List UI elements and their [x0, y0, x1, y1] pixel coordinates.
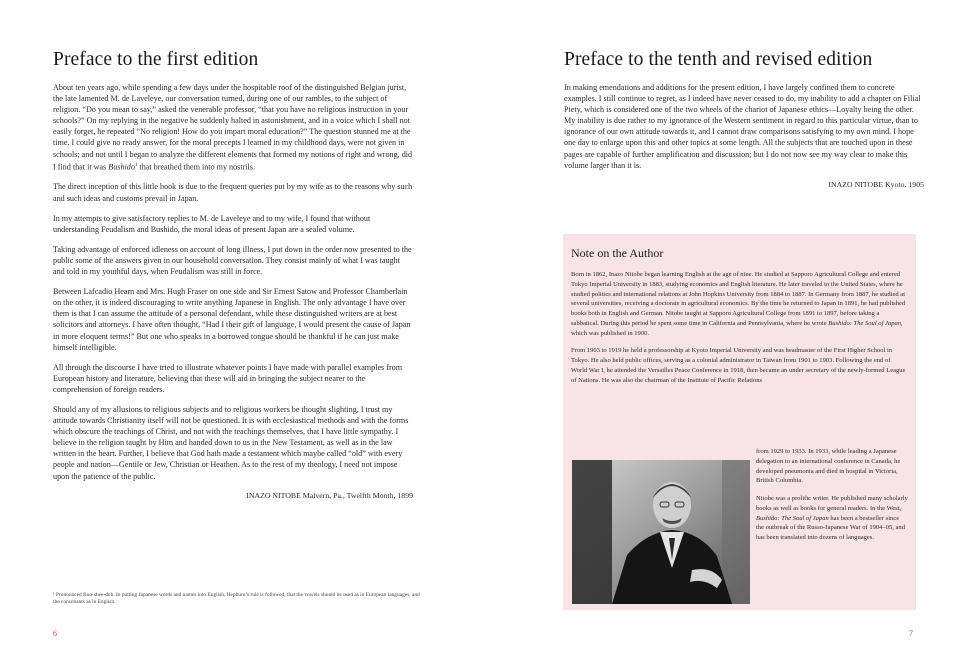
note-wrap-text	[756, 447, 908, 551]
paragraph: In making emendations and additions for the present edition, I have largely confined them to concrete examples. I still continue to regret, as I indeed have never ceased to do, my inability to add a chapter on Filial Piety, which is considered one of the two wheels of the chariot of Japanese ethics—Loyalty being the other. My inability is due rather to my ignorance of the Western sentiment in regard to this particular virtue, than to ignorance of our own attitude towards it, and I cannot draw comparisons satisfying to my own mind. I hope one day to enlarge upon this and other topics at some length. All the subjects that are touched upon in these pages are capable of further amplification and discussion; but I do not now see my way clear to make this volume larger than it is.	[564, 83, 921, 170]
signature: INAZO NITOBE Kyoto, 1905	[828, 179, 924, 189]
right-page	[485, 0, 970, 657]
preface-body	[53, 82, 413, 500]
author-photo	[572, 460, 750, 604]
footnote: ¹ Pronounced Boo-shee-doh. In putting Japanese words and names into English, Hepburn’s rule is followed, that the vowels should be used as in European languages, and the consonants as in English.	[53, 592, 420, 606]
signature: INAZO NITOBE Malvern, Pa., Twelfth Month, 1899	[246, 490, 413, 500]
page-number: 6	[53, 629, 57, 638]
author-note-box	[563, 234, 916, 610]
paragraph: Nitobe was a prolific writer. He published many scholarly books as well as books for general readers. In the West, Bushido: The Soul of Japan has been a bestseller since the outbreak of the Russo-Japanese War of 1904–05, and has been translated into dozens of languages.	[756, 495, 908, 541]
paragraph: Born in 1862, Inazo Nitobe began learning English at the age of nine. He studied at Sapporo Agricultural College and entered Tokyo Imperial University in 1883, studying economics and English literature. He later traveled to the United States, where he studied politics and international relations at John Hopkins University from 1884 to 1887. In Germany from 1887, he studied at several universities, receiving a doctorate in agricultural economics. By the time he returned to Japan in 1891, he had published books both in English and German. Nitobe taught at Sapporo Agricultural College from 1891 to 1897, before taking a sabbatical. During this period he spent some time in California and Pennsylvania, where he wrote Bushido: The Soul of Japan, which was published in 1900.	[571, 271, 906, 337]
paragraph: All through the discourse I have tried to illustrate whatever points I have made with parallel examples from European history and literature, believing that these will aid in bringing the subject nearer to the comprehension of foreign readers.	[53, 362, 403, 394]
paragraph: from 1929 to 1933. In 1933, while leading a Japanese delegation to an international conference in Canada, he developed pneumonia and died in hospital in Victoria, British Columbia.	[756, 448, 901, 485]
footnote-mark: 1	[134, 162, 138, 168]
paragraph: Between Lafcadio Hearn and Mrs. Hugh Fraser on one side and Sir Ernest Satow and Professor Chamberlain on the other, it is indeed discouraging to write anything Japanese in English. The only advantage I have over them is that I can assume the attitude of a personal defendant, while these distinguished writers are at best solicitors and attorneys. I have often thought, “Had I their gift of language, I would present the cause of Japan in more eloquent terms!” But one who speaks in a borrowed tongue should be thankful if he can just make himself intelligible.	[53, 287, 411, 352]
paragraph: In my attempts to give satisfactory replies to M. de Laveleye and to my wife, I found that without understanding Feudalism and Bushido, the moral ideas of present Japan are a sealed volume.	[53, 213, 371, 234]
page-number: 7	[909, 629, 913, 638]
paragraph: Should any of my allusions to religious subjects and to religious workers be thought slighting, I trust my attitude towards Christianity itself will not be questioned. It is with ecclesiastical methods and with the forms which obscure the teachings of Christ, and not with the teachings themselves, that I have little sympathy. I believe in the religion taught by Him and handed down to us in the New Testament, as well as in the law written in the heart. Further, I believe that God hath made a testament which maybe called “old” with every people and nation—Gentile or Jew, Christian or Heathen. As to the rest of my theology, I need not impose upon the patience of the public.	[53, 404, 409, 481]
note-body	[571, 270, 911, 393]
preface-body	[564, 82, 924, 189]
page-title: Preface to the first edition	[53, 49, 259, 70]
author-portrait-image	[572, 460, 750, 604]
note-title: Note on the Author	[571, 246, 664, 260]
paragraph: Taking advantage of enforced idleness on account of long illness, I put down in the order now presented to the public some of the answers given in our household conversation. They consist mainly of what I was taught and told in my youthful days, when Feudalism was still in force.	[53, 244, 412, 277]
paragraph: About ten years ago, while spending a few days under the hospitable roof of the distinguished Belgian jurist, the late lamented M. de Laveleye, our conversation turned, during one of our rambles, to the subject of religion. “Do you mean to say,” asked the venerable professor, “that you have no religious instruction in your schools?” On my replying in the negative he suddenly halted in astonishment, and in a voice which I shall not easily forget, he repeated “No religion! How do you impart moral education?” The question stunned me at the time. I could give no ready answer, for the moral precepts I learned in my childhood days, were not given in schools; and not until I began to analyze the different elements that formed my notions of right and wrong, did I find that it was Bushido$^1$ that breathed them into my nostrils.	[53, 83, 413, 172]
page-title: Preface to the tenth and revised edition	[564, 49, 873, 70]
paragraph: From 1903 to 1919 he held a professorship at Kyoto Imperial University and was headmaster of the First Higher School in Tokyo. He also held public offices, serving as a colonial administrator in Taiwan from 1901 to 1903. Following the end of World War I, he attended the Versailles Peace Conference in 1918, then became an under secretary of the newly-formed League of Nations. He was also the chairman of the Institute of Pacific Relations	[571, 347, 906, 384]
paragraph: The direct inception of this little book is due to the frequent queries put by my wife as to the reasons why such and such ideas and customs prevail in Japan.	[53, 182, 413, 203]
